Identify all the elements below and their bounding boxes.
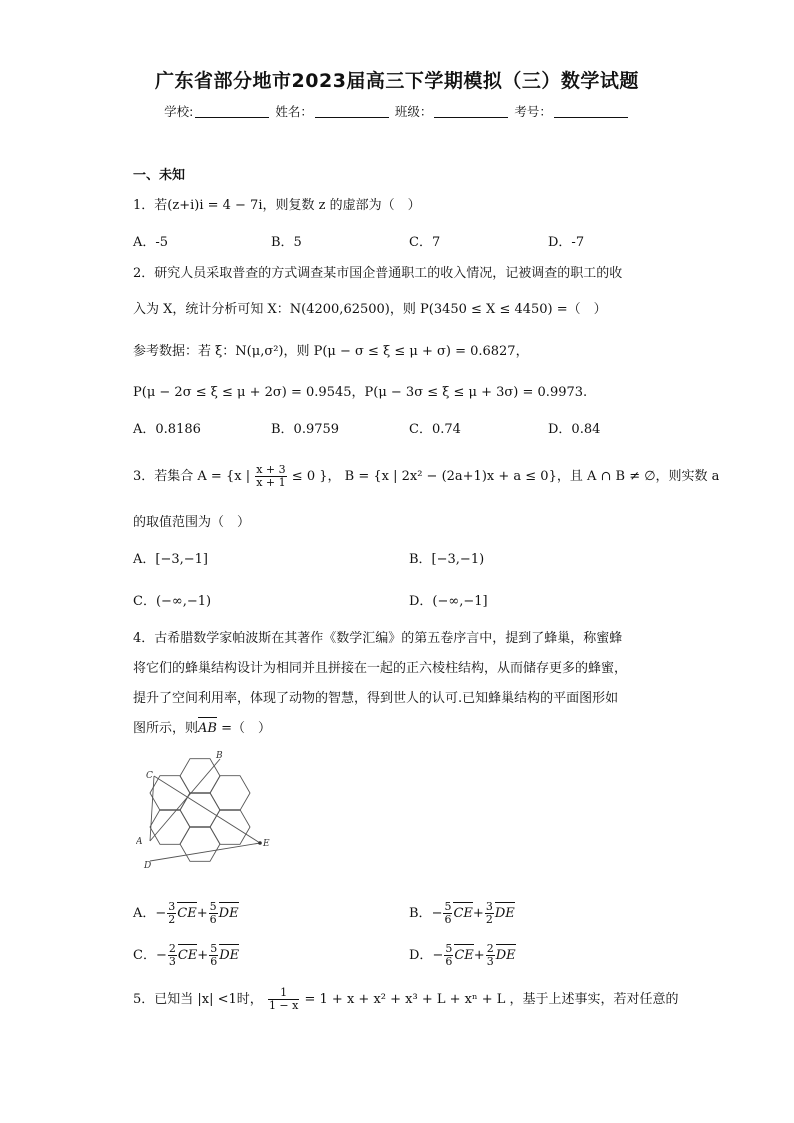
q2-option-c[interactable]: C．0.74: [409, 422, 461, 437]
q3-option-d[interactable]: D．(−∞,−1]: [409, 594, 488, 609]
question-2-line-3: 参考数据：若 ξ：N(μ,σ²)，则 P(μ − σ ≤ ξ ≤ μ + σ) = 0.6827，: [133, 344, 529, 359]
page-title: 广东省部分地市2023届高三下学期模拟（三）数学试题: [155, 70, 639, 92]
q3-set-b: B = {x | 2x² − (2a+1)x + a ≤ 0}，且 A ∩ B ≠ ∅，则实数 a: [344, 469, 720, 484]
vector-ab: AB: [198, 721, 217, 736]
school-blank[interactable]: [195, 105, 269, 118]
question-4-line-2: 将它们的蜂巢结构设计为相同并且拼接在一起的正六棱柱结构，从而储存更多的蜂蜜，: [133, 661, 628, 676]
q1-option-d[interactable]: D．-7: [548, 235, 585, 250]
hexagon-cell: [180, 793, 220, 828]
hexagon-cell: [150, 810, 190, 845]
q4-line4-suffix: =（ ）: [216, 721, 271, 736]
q5-frac-denominator: 1 − x: [268, 999, 299, 1012]
segment-de: [150, 843, 260, 861]
section-heading: 一、未知: [133, 168, 186, 183]
q4-line4-prefix: 图所示，则: [133, 721, 199, 736]
question-1-stem: 1．若(z+i)i = 4 − 7i，则复数 z 的虚部为（ ）: [133, 198, 421, 213]
q3-set-a-open: {x |: [225, 469, 251, 484]
honeycomb-figure: [136, 748, 276, 874]
hexagon-cell: [180, 827, 220, 862]
point-d-label: D: [144, 861, 152, 871]
q1-option-b[interactable]: B．5: [271, 235, 302, 250]
class-blank[interactable]: [434, 105, 508, 118]
q5-prefix: 5．已知当 |x| <1时，: [133, 992, 263, 1007]
segment-ab: [150, 759, 220, 841]
q4-option-a[interactable]: A．− $\frac{3}{2}$ CE+ $\frac{5}{6}$ DE: [133, 900, 239, 926]
point-a-label: A: [136, 837, 143, 847]
q4-option-d[interactable]: D．− $\frac{5}{6}$ CE+ $\frac{2}{3}$ DE: [409, 942, 516, 968]
number-label: 考号：: [514, 104, 552, 119]
question-3-stem: [133, 460, 719, 494]
question-4-line-4: [133, 720, 271, 738]
hexagon-cell: [210, 776, 250, 811]
point-e-dot: [258, 841, 262, 845]
class-label: 班级：: [394, 104, 433, 119]
q4-option-c[interactable]: C．− $\frac{2}{3}$ CE+ $\frac{5}{6}$ DE: [133, 942, 240, 968]
question-2-line-2: 入为 X，统计分析可知 X：N(4200,62500)，则 P(3450 ≤ X ≤ 4450) =（ ）: [133, 302, 607, 317]
q3-prefix: 3．若集合 A =: [133, 469, 222, 484]
question-3-line-2: 的取值范围为（ ）: [133, 515, 251, 530]
question-2-line-4: P(μ − 2σ ≤ ξ ≤ μ + 2σ) = 0.9545，P(μ − 3σ ≤ ξ ≤ μ + 3σ) = 0.9973.: [133, 385, 588, 400]
point-c-label: C: [146, 771, 153, 781]
q3-set-a-close: ≤ 0 }，: [291, 469, 341, 484]
hexagon-cells: [150, 759, 250, 862]
school-label: 学校:: [164, 104, 194, 119]
q3-option-a[interactable]: A．[−3,−1]: [133, 552, 208, 567]
hexagon-cell: [180, 759, 220, 794]
q3-frac-denominator: x + 1: [256, 476, 286, 489]
point-e-label: E: [263, 839, 270, 849]
name-label: 姓名：: [275, 104, 313, 119]
question-4-line-3: 提升了空间利用率，体现了动物的智慧，得到世人的认可.已知蜂巢结构的平面图形如: [133, 691, 619, 706]
student-info-row: [0, 102, 794, 120]
point-b-label: B: [216, 751, 223, 761]
q1-option-a[interactable]: A．-5: [133, 235, 169, 250]
q1-option-c[interactable]: C．7: [409, 235, 441, 250]
q4-option-b[interactable]: B．− $\frac{5}{6}$ CE+ $\frac{3}{2}$ DE: [409, 900, 515, 926]
q5-fraction: [268, 987, 299, 1012]
point-labels: [136, 751, 270, 871]
question-5-stem: [133, 985, 679, 1015]
q5-frac-numerator: 1: [268, 987, 299, 1000]
q3-option-b[interactable]: B．[−3,−1): [409, 552, 485, 567]
q2-option-d[interactable]: D．0.84: [548, 422, 601, 437]
q3-option-c[interactable]: C．(−∞,−1): [133, 594, 212, 609]
q3-fraction: [255, 464, 286, 489]
question-4-line-1: 4．古希腊数学家帕波斯在其著作《数学汇编》的第五卷序言中，提到了蜂巢，称蜜蜂: [133, 631, 623, 646]
number-blank[interactable]: [554, 105, 628, 118]
hexagon-cell: [150, 776, 190, 811]
q2-option-a[interactable]: A．0.8186: [133, 422, 201, 437]
q3-frac-numerator: x + 3: [256, 463, 286, 476]
question-2-line-1: 2．研究人员采取普查的方式调查某市国企普通职工的收入情况，记被调查的职工的收: [133, 266, 623, 281]
name-blank[interactable]: [315, 105, 389, 118]
q2-option-b[interactable]: B．0.9759: [271, 422, 340, 437]
q5-suffix: = 1 + x + x² + x³ + L + xⁿ + L ，基于上述事实，若对任意的: [304, 992, 679, 1007]
